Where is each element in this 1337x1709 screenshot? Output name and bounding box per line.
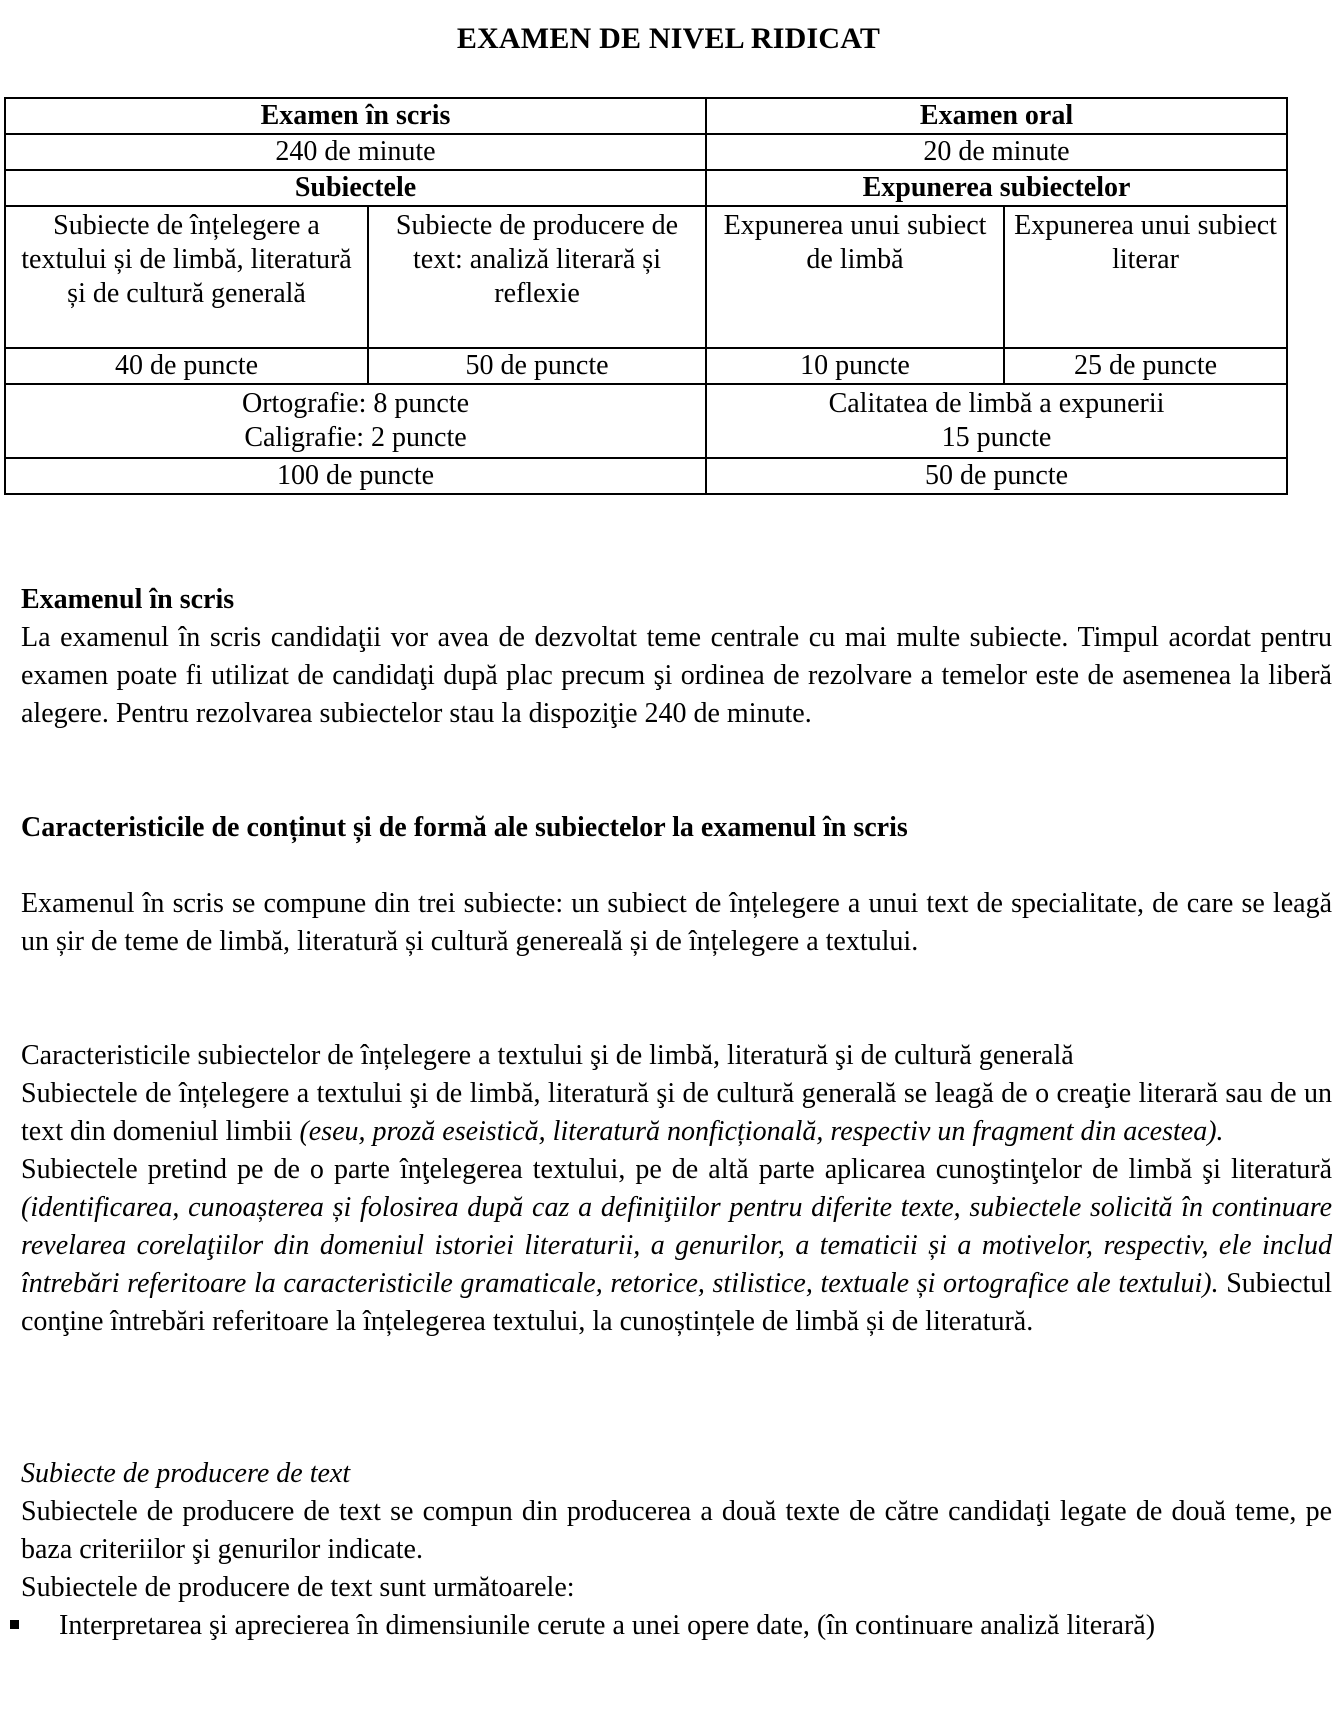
paragraph: La examenul în scris candidaţii vor avea de dezvoltat teme centrale cu mai multe subiecte. Timpul acordat pentru examen poate fi utilizat de candidaţi după plac precum şi ordinea de rezolvare a temelor este de asemenea la liberă alegere. Pentru rezolvarea subiectelor stau la dispoziţie 240 de minute. xyxy=(21,622,1332,729)
paragraph: Subiectele de producere de text se compun din producerea a două texte de către candidaţi legate de două teme, pe baza criteriilor şi genurilor indicate. xyxy=(21,1496,1332,1565)
oral-total: 50 de puncte xyxy=(706,458,1287,494)
list-item xyxy=(21,1607,1332,1645)
page-title: EXAMEN DE NIVEL RIDICAT xyxy=(456,22,881,55)
paragraph-italic-text: (eseu, proză eseistică, literatură nonficțională, respectiv un fragment din acestea). xyxy=(299,1116,1224,1147)
oral-exam-header: Examen oral xyxy=(706,98,1287,134)
paragraph xyxy=(21,1151,1332,1341)
language-quality-points: 15 puncte xyxy=(941,422,1052,453)
paragraph: Subiectele de producere de text sunt următoarele: xyxy=(21,1572,575,1603)
oral-subjects-label: Expunerea subiectelor xyxy=(706,170,1287,206)
section-characteristics xyxy=(21,809,1332,847)
subsection-title: Caracteristicile subiectelor de înțelegere a textului şi de limbă, literatură şi de cultură generală xyxy=(21,1040,1074,1071)
language-quality-label: Calitatea de limbă a expunerii xyxy=(828,388,1165,419)
section-text-production xyxy=(21,1455,1332,1645)
table-row xyxy=(5,458,1287,494)
oral-subject-language: Expunerea unui subiect de limbă xyxy=(706,206,1004,348)
written-subjects-label: Subiectele xyxy=(5,170,706,206)
exam-structure-table xyxy=(4,97,1288,495)
section-heading: Examenul în scris xyxy=(21,584,235,615)
orthography-points: Ortografie: 8 puncte xyxy=(241,388,470,419)
section-heading: Subiecte de producere de text xyxy=(21,1458,351,1489)
paragraph xyxy=(21,1075,1332,1151)
table-row xyxy=(5,206,1287,348)
paragraph-text: Subiectele de înțelegere a textului şi de limbă, literatură şi de cultură generală se leagă de o creaţie literară sau de un text din domeniul limbii xyxy=(21,1078,1332,1147)
list-item-text: Interpretarea şi aprecierea în dimensiunile cerute a unei opere date, (în continuare analiză literară) xyxy=(59,1610,1156,1641)
written-total: 100 de puncte xyxy=(5,458,706,494)
paragraph: Examenul în scris se compune din trei subiecte: un subiect de înțelegere a unui text de specialitate, de care se leagă un șir de teme de limbă, literatură și cultură genereală și de înțelegere a textului. xyxy=(21,888,1332,957)
table-row xyxy=(5,384,1287,458)
written-exam-header: Examen în scris xyxy=(5,98,706,134)
section-composition xyxy=(21,885,1332,961)
written-subject-comprehension: Subiecte de înțelegere a textului și de limbă, literatură și de cultură generală xyxy=(5,206,368,348)
square-bullet-icon xyxy=(10,1620,19,1629)
paragraph-text: Subiectul conţine întrebări referitoare la înțelegerea textului, la cunoștințele de limbă și de literatură. xyxy=(21,1268,1333,1337)
oral-literary-points: 25 de puncte xyxy=(1004,348,1287,384)
table-row xyxy=(5,134,1287,170)
oral-language-points: 10 puncte xyxy=(706,348,1004,384)
section-written-exam xyxy=(21,581,1332,733)
written-production-points: 50 de puncte xyxy=(368,348,706,384)
written-extra-points xyxy=(5,384,706,458)
written-subject-production: Subiecte de producere de text: analiză literară și reflexie xyxy=(368,206,706,348)
paragraph-text: Subiectele pretind pe de o parte înţelegerea textului, pe de altă parte aplicarea cunoştinţelor de limbă şi literatură xyxy=(21,1154,1332,1185)
table-row xyxy=(5,348,1287,384)
oral-extra-points xyxy=(706,384,1287,458)
table-row xyxy=(5,98,1287,134)
section-comprehension-subjects xyxy=(21,1037,1332,1341)
paragraph-italic-text: (identificarea, cunoașterea și folosirea după caz a definiţiilor pentru diferite texte, subiectele solicită în continuare revelarea corelaţiilor din domeniul istoriei literaturii, a genurilor, a tematicii și a motivelor, respectiv, ele includ întrebări referitoare la caracteristicile gramaticale, retorice, stilistice, textuale și ortografice ale textului). xyxy=(21,1192,1332,1299)
section-heading: Caracteristicile de conținut și de formă ale subiectelor la examenul în scris xyxy=(21,812,908,843)
written-duration: 240 de minute xyxy=(5,134,706,170)
oral-subject-literary: Expunerea unui subiect literar xyxy=(1004,206,1287,348)
oral-duration: 20 de minute xyxy=(706,134,1287,170)
written-comprehension-points: 40 de puncte xyxy=(5,348,368,384)
calligraphy-points: Caligrafie: 2 puncte xyxy=(244,422,467,453)
table-row xyxy=(5,170,1287,206)
